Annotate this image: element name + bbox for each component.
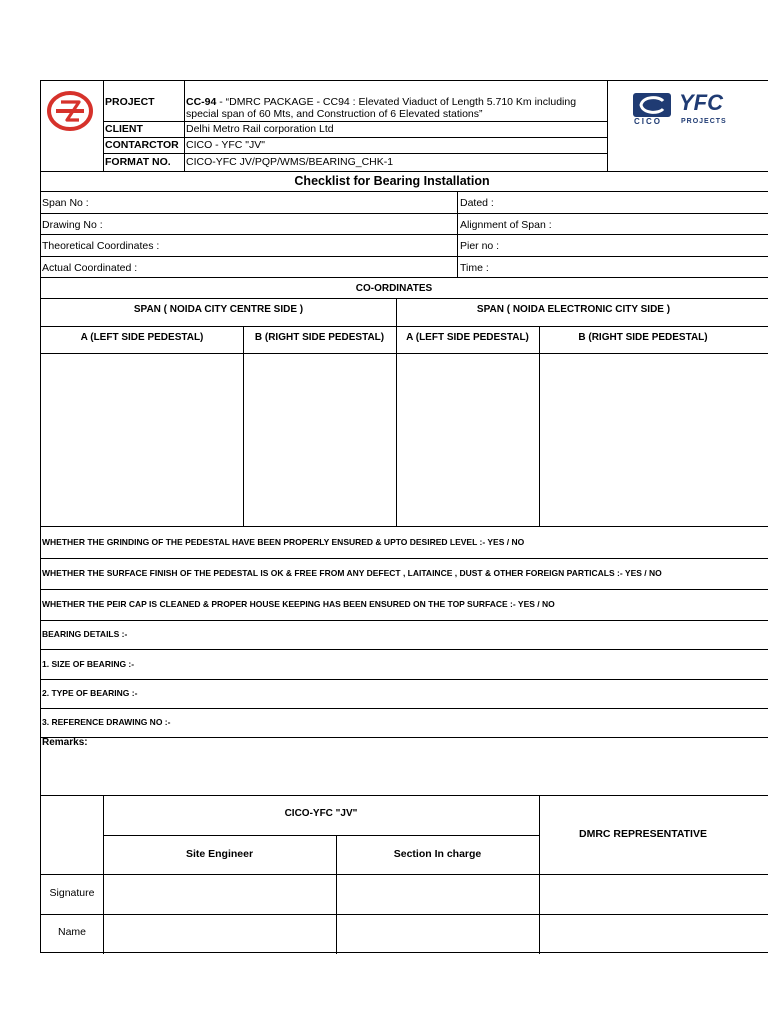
checklist-title: Checklist for Bearing Installation xyxy=(294,174,490,188)
actual-coordinates-label: Actual Coordinated : xyxy=(42,262,138,274)
pier-no-label: Pier no : xyxy=(460,240,500,252)
project-code: CC-94 xyxy=(186,96,217,108)
project-label: PROJECT xyxy=(105,96,155,108)
project-value-line2: special span of 60 Mts, and Construction of 6 Elevated stations” xyxy=(186,108,483,120)
dmrc-name-field[interactable] xyxy=(539,914,768,952)
remarks-area[interactable] xyxy=(41,749,768,795)
site-engineer-name-field[interactable] xyxy=(103,914,336,952)
dated-label: Dated : xyxy=(460,197,494,209)
format-label: FORMAT NO. xyxy=(105,156,171,168)
col-b-right-pedestal-1: B (RIGHT SIDE PEDESTAL) xyxy=(254,332,385,343)
cico-yfc-logo xyxy=(633,89,741,129)
yfc-text: YFC xyxy=(679,90,723,115)
coordinate-entry-b2[interactable] xyxy=(539,353,768,526)
site-engineer-heading: Site Engineer xyxy=(185,848,254,860)
project-value xyxy=(186,96,576,108)
client-value: Delhi Metro Rail corporation Ltd xyxy=(186,123,334,135)
coordinate-entry-a2[interactable] xyxy=(396,353,539,526)
project-value-line1: - “DMRC PACKAGE - CC94 : Elevated Viaduct of Length 5.710 Km including xyxy=(216,96,577,108)
bearing-size: 1. SIZE OF BEARING :- xyxy=(42,659,135,669)
dmrc-representative-heading: DMRC REPRESENTATIVE xyxy=(579,828,707,840)
coordinates-heading: CO-ORDINATES xyxy=(355,283,433,294)
col-a-left-pedestal-1: A (LEFT SIDE PEDESTAL) xyxy=(80,332,204,343)
col-a-left-pedestal-2: A (LEFT SIDE PEDESTAL) xyxy=(406,332,529,343)
span-no-label: Span No : xyxy=(42,197,89,209)
client-label: CLIENT xyxy=(105,123,143,135)
time-label: Time : xyxy=(460,262,489,274)
section-in-charge-name-field[interactable] xyxy=(336,914,539,952)
remarks-label: Remarks: xyxy=(42,737,88,748)
yfc-projects-text: PROJECTS xyxy=(681,118,727,125)
cico-emblem-icon xyxy=(633,93,671,117)
signature-row-label: Signature xyxy=(49,887,95,899)
check-grinding: WHETHER THE GRINDING OF THE PEDESTAL HAVE BEEN PROPERLY ENSURED & UPTO DESIRED LEVEL :- YES / NO xyxy=(42,537,525,547)
alignment-label: Alignment of Span : xyxy=(460,219,552,231)
section-in-charge-heading: Section In charge xyxy=(393,848,482,860)
span-right-heading: SPAN ( NOIDA ELECTRONIC CITY SIDE ) xyxy=(476,304,671,315)
jv-heading: CICO-YFC "JV" xyxy=(284,808,358,819)
section-in-charge-signature-field[interactable] xyxy=(336,874,539,914)
coordinate-entry-a1[interactable] xyxy=(41,353,243,526)
check-surface-finish: WHETHER THE SURFACE FINISH OF THE PEDESTAL IS OK & FREE FROM ANY DEFECT , LAITAINCE , DUST & OTHER FOREIGN PARTICALS :- YES / NO xyxy=(42,568,662,578)
dmrc-logo xyxy=(45,89,95,133)
checklist-sheet xyxy=(40,80,768,953)
bearing-details-heading: BEARING DETAILS :- xyxy=(42,629,128,639)
col-b-right-pedestal-2: B (RIGHT SIDE PEDESTAL) xyxy=(578,332,708,343)
span-left-heading: SPAN ( NOIDA CITY CENTRE SIDE ) xyxy=(133,304,304,315)
site-engineer-signature-field[interactable] xyxy=(103,874,336,914)
dmrc-signature-field[interactable] xyxy=(539,874,768,914)
format-value: CICO-YFC JV/PQP/WMS/BEARING_CHK-1 xyxy=(186,156,394,168)
bearing-reference-drawing: 3. REFERENCE DRAWING NO :- xyxy=(42,717,171,727)
coordinate-entry-b1[interactable] xyxy=(243,353,396,526)
cico-text: CICO xyxy=(634,117,662,126)
theoretical-coordinates-label: Theoretical Coordinates : xyxy=(42,240,160,252)
name-row-label: Name xyxy=(57,926,86,938)
contractor-value: CICO - YFC "JV" xyxy=(186,139,266,151)
contractor-label: CONTARCTOR xyxy=(105,139,179,151)
check-pier-cap: WHETHER THE PEIR CAP IS CLEANED & PROPER HOUSE KEEPING HAS BEEN ENSURED ON THE TOP SURFACE :- YES / NO xyxy=(42,599,555,609)
bearing-type: 2. TYPE OF BEARING :- xyxy=(42,688,138,698)
drawing-no-label: Drawing No : xyxy=(42,219,103,231)
